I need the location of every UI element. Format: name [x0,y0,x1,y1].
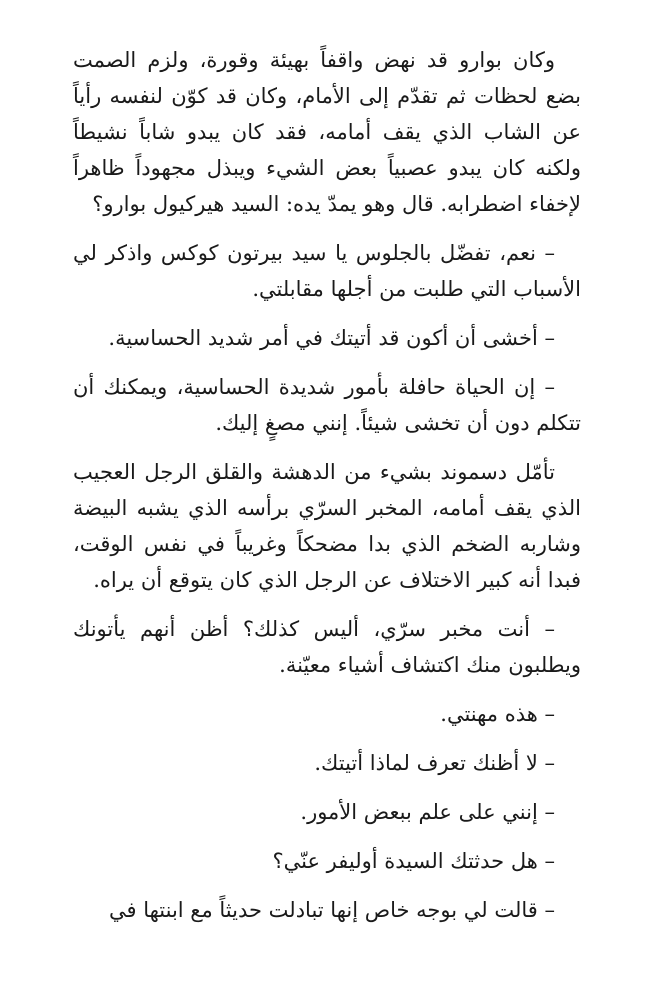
paragraph: – لا أظنك تعرف لماذا أتيتك. [314,751,555,775]
paragraph: – هل حدثتك السيدة أوليفر عنّي؟ [272,849,555,873]
paragraph: – إن الحياة حافلة بأمور شديدة الحساسية، ويمكنك أن تتكلم دون أن تخشى شيئاً. إنني مصغٍ إليك. [73,375,581,435]
paragraph: – نعم، تفضّل بالجلوس يا سيد بيرتون كوكس واذكر لي الأسباب التي طلبت من أجلها مقابلتي. [73,241,581,301]
paragraph: – إنني على علم ببعض الأمور. [300,800,555,824]
paragraph: وكان بوارو قد نهض واقفاً بهيئة وقورة، ولزم الصمت بضع لحظات ثم تقدّم إلى الأمام، وكان قد كوّن لنفسه رأياً عن الشاب الذي يقف أمامه، فقد كان يبدو شاباً نشيطاً ولكنه كان يبدو عصبياً بعض الشيء ويبذل مجهوداً ظاهراً لإخفاء اضطرابه. قال وهو يمدّ يده: السيد هيركيول بوارو؟ [73,48,581,216]
paragraph: – قالت لي بوجه خاص إنها تبادلت حديثاً مع ابنتها في [108,898,555,922]
paragraph: – أنت مخبر سرّي، أليس كذلك؟ أظن أنهم يأتونك ويطلبون منك اكتشاف أشياء معيّنة. [73,617,581,677]
paragraph: تأمّل دسموند بشيء من الدهشة والقلق الرجل العجيب الذي يقف أمامه، المخبر السرّي برأسه الذي يشبه البيضة وشاربه الضخم الذي بدا مضحكاً وغريباً في نفس الوقت، فبدا أنه كبير الاختلاف عن الرجل الذي كان يتوقع أن يراه. [73,460,581,592]
paragraph: – أخشى أن أكون قد أتيتك في أمر شديد الحساسية. [108,326,555,350]
paragraph: – هذه مهنتي. [440,702,555,726]
